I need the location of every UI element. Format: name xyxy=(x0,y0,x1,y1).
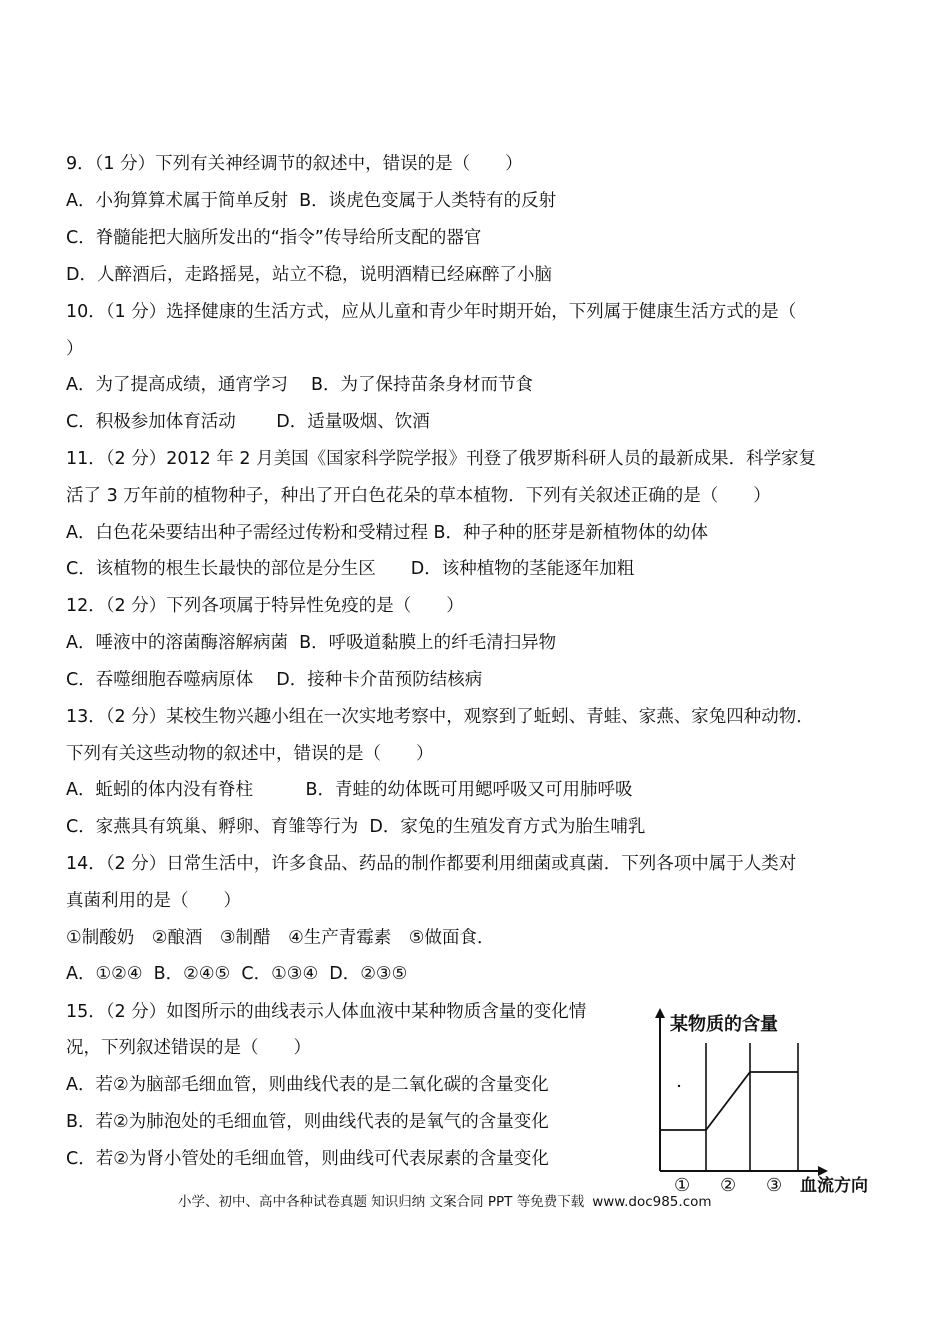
q10-option-ab: A．为了提高成绩，通宵学习 B．为了保持苗条身材而节食 xyxy=(66,375,534,395)
q14-stem-line1: 14．（2 分）日常生活中，许多食品、药品的制作都要利用细菌或真菌．下列各项中属于人类对 xyxy=(66,854,797,874)
footer-url[interactable]: www.doc985.com xyxy=(592,1194,712,1210)
substance-curve xyxy=(660,1072,798,1130)
q15-option-c: C．若②为肾小管处的毛细血管，则曲线可代表尿素的含量变化 xyxy=(66,1149,549,1169)
q13-stem-line1: 13．（2 分）某校生物兴趣小组在一次实地考察中，观察到了蚯蚓、青蛙、家燕、家兔四种动物． xyxy=(66,707,814,727)
q14-stem-line2: 真菌利用的是（ ） xyxy=(66,891,241,911)
segment-label-3: ③ xyxy=(766,1175,783,1196)
q14-options: A．①②④ B．②④⑤ C．①③④ D．②③⑤ xyxy=(66,964,408,984)
q15-option-a: A．若②为脑部毛细血管，则曲线代表的是二氧化碳的含量变化 xyxy=(66,1075,549,1095)
q9-stem: 9．（1 分）下列有关神经调节的叙述中，错误的是（ ） xyxy=(66,154,523,174)
y-axis-label: 某物质的含量 xyxy=(670,1014,778,1035)
q13-stem-line2: 下列有关这些动物的叙述中，错误的是（ ） xyxy=(66,744,434,764)
substance-content-figure xyxy=(650,1008,882,1198)
x-axis-arrow xyxy=(818,1166,828,1176)
dot-mark xyxy=(678,1085,680,1087)
y-axis-arrow xyxy=(655,1008,665,1018)
q12-stem: 12．（2 分）下列各项属于特异性免疫的是（ ） xyxy=(66,596,464,616)
segment-label-1: ① xyxy=(674,1175,691,1196)
q10-stem-line1: 10．（1 分）选择健康的生活方式，应从儿童和青少年时期开始，下列属于健康生活方式的是（ xyxy=(66,302,797,322)
footer-text: 小学、初中、高中各种试卷真题 知识归纳 文案合同 PPT 等免费下载 xyxy=(178,1194,585,1210)
q9-option-c: C．脊髓能把大脑所发出的“指令”传导给所支配的器官 xyxy=(66,228,482,248)
q11-stem-line1: 11．（2 分）2012 年 2 月美国《国家科学院学报》刊登了俄罗斯科研人员的最新成果．科学家复 xyxy=(66,449,817,469)
q10-option-cd: C．积极参加体育活动 D．适量吸烟、饮酒 xyxy=(66,412,430,432)
q13-option-cd: C．家燕具有筑巢、孵卵、育雏等行为 D．家兔的生殖发育方式为胎生哺乳 xyxy=(66,817,646,837)
q11-option-ab: A．白色花朵要结出种子需经过传粉和受精过程 B．种子种的胚芽是新植物体的幼体 xyxy=(66,523,709,543)
q11-option-cd: C．该植物的根生长最快的部位是分生区 D．该种植物的茎能逐年加粗 xyxy=(66,559,635,579)
q9-option-ab: A．小狗算算术属于简单反射 B．谈虎色变属于人类特有的反射 xyxy=(66,191,557,211)
q14-items: ①制酸奶 ②酿酒 ③制醋 ④生产青霉素 ⑤做面食． xyxy=(66,928,495,948)
page-footer xyxy=(178,1192,712,1212)
q10-stem-line2: ） xyxy=(66,339,84,359)
q13-option-ab: A．蚯蚓的体内没有脊柱 B．青蛙的幼体既可用鳃呼吸又可用肺呼吸 xyxy=(66,780,633,800)
q15-stem-line2: 况，下列叙述错误的是（ ） xyxy=(66,1038,311,1058)
segment-label-2: ② xyxy=(720,1175,737,1196)
q15-option-b: B．若②为肺泡处的毛细血管，则曲线代表的是氧气的含量变化 xyxy=(66,1112,549,1132)
x-axis-label: 血流方向 xyxy=(800,1176,868,1196)
q9-option-d: D．人醉酒后，走路摇晃，站立不稳，说明酒精已经麻醉了小脑 xyxy=(66,265,552,285)
q12-option-cd: C．吞噬细胞吞噬病原体 D．接种卡介苗预防结核病 xyxy=(66,670,483,690)
q12-option-ab: A．唾液中的溶菌酶溶解病菌 B．呼吸道黏膜上的纤毛清扫异物 xyxy=(66,633,557,653)
q15-stem-line1: 15．（2 分）如图所示的曲线表示人体血液中某种物质含量的变化情 xyxy=(66,1002,587,1022)
q11-stem-line2: 活了 3 万年前的植物种子，种出了开白色花朵的草本植物．下列有关叙述正确的是（ ） xyxy=(66,486,771,506)
